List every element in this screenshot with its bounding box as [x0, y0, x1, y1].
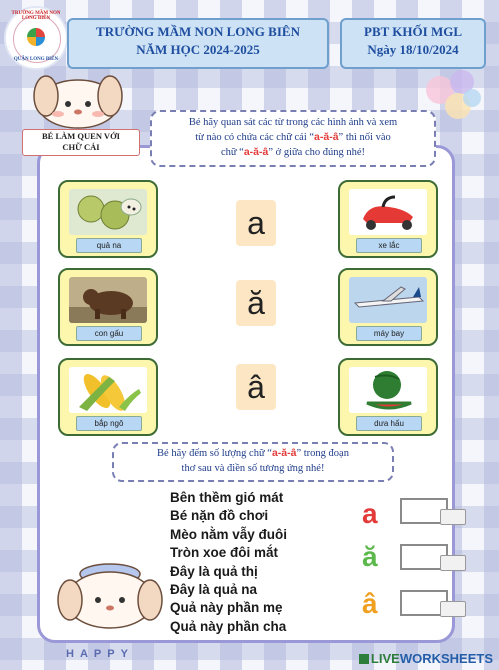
poem-line: Mèo nằm vẫy đuôi: [170, 526, 288, 542]
logo-school-text: TRƯỜNG MẦM NON LONG BIÊN: [11, 11, 61, 21]
card-custard-apple[interactable]: [58, 180, 158, 258]
answer-input-a-breve[interactable]: [440, 555, 466, 571]
logo-emblem-icon: [27, 28, 45, 46]
instruction1-line1: Bé hãy quan sát các từ trong các hình ảnh và xem: [188, 117, 398, 128]
card-airplane[interactable]: [338, 268, 438, 346]
liveworksheets-watermark: [359, 651, 493, 666]
poem-line: Bên thềm gió mát: [170, 490, 284, 505]
card-label: dưa hấu: [356, 416, 422, 431]
liveworksheets-logo-icon: [359, 654, 369, 664]
poem-line: Đây là quả thị: [170, 563, 258, 579]
poem: [170, 489, 287, 636]
card-label: bắp ngô: [76, 416, 142, 431]
instruction2-letters: a-ă-â: [271, 447, 297, 459]
happy-letter: A: [79, 648, 94, 660]
card-corn[interactable]: [58, 358, 158, 436]
instruction2-text1: Bé hãy đếm số lượng chữ “: [157, 448, 272, 459]
card-bear[interactable]: [58, 268, 158, 346]
instruction1-letters-2: a-ă-â: [243, 146, 269, 158]
answer-input-a[interactable]: [440, 509, 466, 525]
card-label: máy bay: [356, 326, 422, 341]
happy-letter: Y: [120, 648, 134, 660]
dog-decoration-icon: [28, 60, 128, 132]
card-watermelon[interactable]: [338, 358, 438, 436]
happy-letter: P: [93, 648, 108, 660]
subtitle-line2: CHỮ CÁI: [62, 142, 100, 152]
instruction1-text2: từ nào có chứa các chữ cái “: [195, 132, 315, 143]
poem-line: Quả này phần cha: [170, 618, 287, 634]
dog-with-beret-icon: [50, 560, 170, 650]
instruction1-text4: chữ “: [220, 147, 244, 158]
airplane-image: [349, 277, 427, 323]
watermark-prefix: LIVE: [370, 651, 400, 666]
poem-line: Quả này phần mẹ: [170, 600, 283, 616]
ride-on-car-image: [349, 189, 427, 235]
instruction2-line2: thơ sau và điền số tương ứng nhé!: [181, 463, 325, 474]
count-letter-a-breve: ă: [362, 541, 378, 572]
instruction2-text2: ” trong đoạn: [296, 448, 349, 459]
count-letter-a: a: [362, 498, 378, 529]
poem-line: Đây là quả na: [170, 582, 258, 598]
matching-instruction: [150, 110, 436, 167]
instruction1-text5: ” ở giữa cho đúng nhé!: [268, 147, 366, 158]
corn-image: [69, 367, 147, 413]
poem-line: Tròn xoe đôi mắt: [170, 545, 279, 561]
watermark-suffix: WORKSHEETS: [399, 651, 493, 666]
letter-a-target[interactable]: a: [236, 200, 276, 246]
logo-district-text: QUẬN LONG BIÊN: [13, 57, 59, 62]
subtitle-line1: BÉ LÀM QUEN VỚI: [41, 131, 120, 141]
poem-line: Bé nặn đồ chơi: [170, 508, 269, 524]
happy-letter: P: [107, 648, 121, 660]
bear-image: [69, 277, 147, 323]
answer-input-a-circumflex[interactable]: [440, 601, 466, 617]
school-name: TRƯỜNG MẦM NON LONG BIÊN: [96, 24, 300, 39]
worksheet-date: Ngày 18/10/2024: [367, 42, 459, 57]
happy-letter: H: [66, 648, 80, 660]
instruction1-letters: a-ă-â: [314, 131, 339, 143]
lesson-subtitle: [22, 129, 140, 156]
counting-instruction: [112, 442, 394, 482]
watermelon-image: [349, 367, 427, 413]
school-year: NĂM HỌC 2024-2025: [136, 42, 260, 57]
count-letter-a-circumflex: â: [362, 588, 378, 619]
happy-text: [66, 648, 134, 660]
instruction1-text3: ” thì nối vào: [338, 132, 391, 143]
custard-apple-image: [69, 189, 147, 235]
card-label: quả na: [76, 238, 142, 253]
dept-name: PBT KHỐI MGL: [364, 24, 462, 39]
card-label: xe lắc: [356, 238, 422, 253]
letter-a-breve-target[interactable]: ă: [236, 280, 276, 326]
letter-a-circumflex-target[interactable]: â: [236, 364, 276, 410]
card-label: con gấu: [76, 326, 142, 341]
card-ride-on-car[interactable]: [338, 180, 438, 258]
